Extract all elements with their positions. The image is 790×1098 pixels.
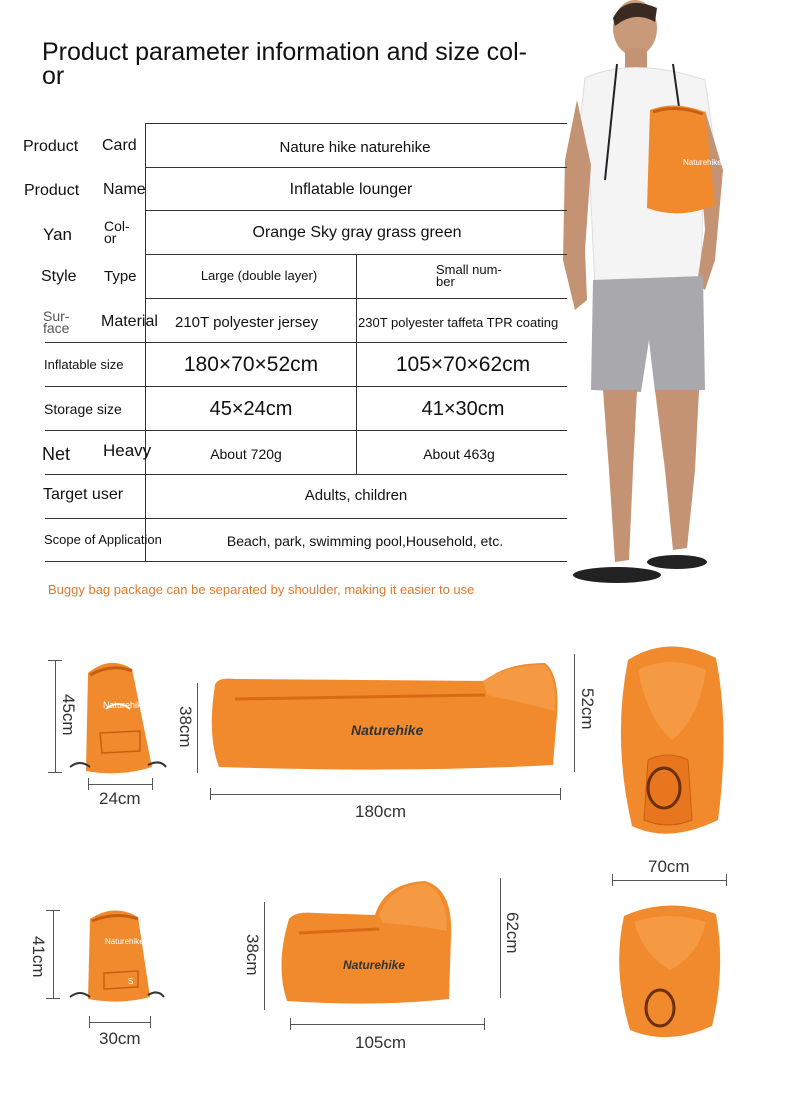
lounger-small-height: 38cm xyxy=(243,934,262,976)
row-style-large: Large (double layer) xyxy=(200,268,318,283)
row-material-large: 210T polyester jersey xyxy=(175,314,319,331)
lounger-large-height: 38cm xyxy=(176,706,195,748)
row-color-label-b: Col- or xyxy=(104,218,130,246)
lounger-large-depth: 70cm xyxy=(648,857,690,876)
row-material-label-b: Material xyxy=(101,313,158,330)
row-material-label-a: Sur- face xyxy=(43,308,70,336)
storage-bag-small-illustration xyxy=(64,905,169,1010)
row-inflatable-small: 105×70×62cm xyxy=(395,353,531,376)
row-weight-small: About 463g xyxy=(423,446,495,462)
lounger-large-side-illustration xyxy=(205,655,565,775)
row-scope-value: Beach, park, swimming pool,Household, etc. xyxy=(226,533,504,549)
bag-large-width: 24cm xyxy=(99,789,141,808)
row-color-value: Orange Sky gray grass green xyxy=(252,224,462,241)
lounger-small-side-illustration xyxy=(275,875,505,1010)
lounger-large-back: 52cm xyxy=(578,688,597,730)
lounger-small-back: 62cm xyxy=(503,912,522,954)
backpack-logo-text: Naturehike xyxy=(683,158,722,167)
row-brand-label-b: Card xyxy=(102,137,137,154)
row-name-value: Inflatable lounger xyxy=(289,181,413,198)
row-storage-small: 41×30cm xyxy=(421,398,505,420)
row-storage-large: 45×24cm xyxy=(209,398,293,420)
row-style-label-a: Style xyxy=(41,268,77,285)
row-inflatable-large: 180×70×52cm xyxy=(183,353,319,376)
lounger-small-front-illustration xyxy=(612,900,727,1045)
row-color-label-a: Yan xyxy=(43,225,72,244)
lounger-large-front-illustration xyxy=(608,640,733,845)
lounger-large-width: 180cm xyxy=(355,802,407,821)
bag-small-logo: Naturehike xyxy=(105,937,144,946)
row-brand-value: Nature hike naturehike xyxy=(279,139,431,156)
row-style-small: Small num- ber xyxy=(436,262,502,289)
row-scope-label: Scope of Application xyxy=(44,532,162,547)
row-brand-label-a: Product xyxy=(23,138,79,155)
row-weight-label-a: Net xyxy=(42,444,71,464)
row-target-label: Target user xyxy=(43,486,124,503)
bag-small-height: 41cm xyxy=(29,936,48,978)
row-style-label-b: Type xyxy=(104,268,137,285)
row-inflatable-label: Inflatable size xyxy=(44,357,124,372)
row-material-small: 230T polyester taffeta TPR coating xyxy=(358,315,559,330)
lounger-large-logo: Naturehike xyxy=(351,722,424,738)
bag-large-logo: Naturehike xyxy=(103,700,147,710)
row-name-label-a: Product xyxy=(24,182,80,199)
bag-large-height: 45cm xyxy=(59,694,78,736)
row-weight-label-b: Heavy xyxy=(103,441,152,460)
lounger-small-width: 105cm xyxy=(355,1033,407,1052)
shoulder-bag-note: Buggy bag package can be separated by shoulder, making it easier to use xyxy=(48,582,475,597)
row-weight-large: About 720g xyxy=(210,446,282,462)
lounger-small-logo: Naturehike xyxy=(343,958,406,972)
bag-small-width: 30cm xyxy=(99,1029,141,1048)
bag-small-size-mark: S xyxy=(128,977,134,986)
title-line-2: or xyxy=(42,62,65,90)
row-storage-label: Storage size xyxy=(44,401,122,417)
title-line-1: Product parameter information and size col- xyxy=(42,38,527,66)
row-name-label-b: Name xyxy=(103,181,146,198)
row-target-value: Adults, children xyxy=(304,487,408,504)
model-with-backpack-illustration xyxy=(555,0,790,600)
page-title xyxy=(42,40,562,88)
